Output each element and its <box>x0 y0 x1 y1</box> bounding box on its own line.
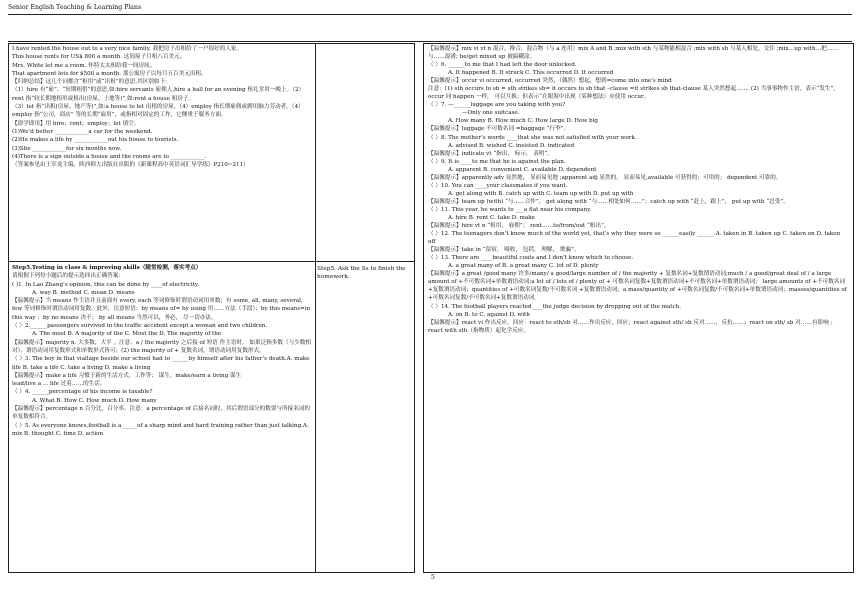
text-line: Mrs. White let me a room. 怀特太太租给我一间房间。 <box>12 62 156 69</box>
page-header: Senior English Teaching & Learning Plans <box>8 4 142 11</box>
question-10: （ ）10. You can ____your classmates if you want. <box>428 182 568 189</box>
text-line: （3）let 指“出租(房屋、地产等)”,如:a house to let 出租的房屋。（4）employ 指长期雇佣或聘用脑力劳动者。（4）employ 指“公司，商店” 等的长期“雇用”，或指相对固定的工作，它侧重于服务方面。 <box>12 104 304 119</box>
tip-6: 【温馨提示】occur vi occurred, occurred 突然，（偶然）想起，想到=come into one's mind <box>428 78 672 85</box>
row-divider <box>314 261 414 262</box>
tip-11: 【温馨提示】hire vt n “租用， 雇佣”； rent……to/from/out “租出”。 <box>428 223 610 230</box>
vocabulary-notes-cell <box>12 45 312 169</box>
tip-14: 【温馨提示】react vi 作出反应，回应：react to sth/sb 对……作出反应，回应；react against sth/ sb 反对……，反抗……；react on sth/ sb 对……有影响 ；react with sth（指物质）起化学反应。 <box>428 319 837 334</box>
question-6: （ ）6. ______to me that I had left the door unlocked. <box>428 62 577 69</box>
question-5: （ ）5. As everyone knows,football is a _____of a sharp mind and hard training rather than just talking.A. mix B. thought C. time D. action <box>12 422 309 437</box>
text-line: （答案参见由王军龙主编，陕西师大出版社出版的《新课程高中英语词汇导学练》P210~211） <box>12 162 249 169</box>
question-4-options: A. What B. How C. How much D. How many <box>32 397 157 404</box>
text-line: This house rents for US$ 800 a month. 这间屋子月租八百美元。 <box>12 54 186 61</box>
question-1: ( )1. In Lao Zhang’s opinion, this can be done by ____of electricity. <box>12 281 200 288</box>
question-3: （ ）3. The boy in that viallage beside our school had to ______by himself after his father’s death.A. make life B. take a life C. take a living D. make a living <box>12 356 310 371</box>
question-11-options: A. hire B. rent C. take D. make <box>448 214 535 221</box>
lesson-plan-table <box>8 43 852 573</box>
question-7-answer: —Only one suitcase. <box>462 110 520 117</box>
question-7-options: A. How many B. How much C. How large D. How big <box>448 118 599 125</box>
tip-10: 【温馨提示】team up (with) “与……合作”， get along with “与……相处如何……”；catch up with “赶上，跟上”， put up with “忍受”。 <box>428 198 789 205</box>
tip-12: 【温馨提示】take in “留宿， 吸收， 包括， 理解， 欺骗”。 <box>428 247 580 254</box>
tip-8: 【温馨提示】indicate vt “指出， 标示， 表明”。 <box>428 150 553 157</box>
text-line: (1)We’d better ____________a car for the weekend. <box>12 128 153 135</box>
question-7: （ ）7. —______luggage are you taking with you? <box>428 102 566 109</box>
step5-title: Step5.Testing in class & improving skills（随堂检测，落实考点） <box>12 265 202 271</box>
text-line: (4)There is a sign outside a house and the rooms are to ____________. <box>12 153 207 160</box>
exercises-column <box>423 43 854 573</box>
tip-5: 【温馨提示】mix vi vt n 混合，搀合，混合物（与 a 连用）mix A and B ;mix with sth 与某物能相混合 ;mix with sb 与某人相处，交往 ;mix…up with…把……与……混淆; be/get mixed up 被搞糊涂。 <box>428 46 839 61</box>
question-13: （ ）13. There are ____beautiful coats and I don’t know which to choose. <box>428 255 634 262</box>
activity-column <box>314 43 415 573</box>
question-2-options: A. The most B. A majority of the C. Most the D. The majority of the <box>32 331 222 338</box>
question-8: （ ）8. The mother’s words ____that she was not satisfied with your work. <box>428 134 637 141</box>
header-rule <box>8 14 852 15</box>
question-4: （ ）4. ______percentage of his income is taxable? <box>12 389 153 396</box>
content-column <box>8 43 316 573</box>
question-13-options: A. a great many of B. a great many C. lot of D. plenty <box>448 263 599 270</box>
header-rule-bottom <box>8 41 852 42</box>
text-line: (3)She ____________for six months now. <box>12 145 122 152</box>
text-line: 请根据下列每小题后的提示选择出正确答案： <box>12 273 124 280</box>
text-line: （1）hire 有“雇”、“短期租借”的意思,如:hire servants 雇佣人,hire a hall for an evening 租礼堂用一晚上。（2）rent 指“较长期地租用或租出(房屋、土地等)”,如:rent a house 租房子。 <box>12 87 305 102</box>
tip-7: 【温馨提示】luggage 不可数名词 =baggage “行李”。 <box>428 126 570 133</box>
tip-3-extra: lead/live a ... life 过着……的生活。 <box>12 381 106 388</box>
exercises-cell <box>428 45 849 335</box>
text-line: I have rented the house out to a very nice family. 我把房子出租给了一户很好的人家。 <box>12 46 243 52</box>
question-8-options: A. advised B. wished C. insisted D. indicated <box>448 142 575 149</box>
question-14: （ ）14. The football players reacted____the judge decision by dropping out of the match. <box>428 303 682 310</box>
question-9: （ ）9. It is ____to me that he is against the plan. <box>428 158 566 165</box>
tip-6-note: 注意：(1) sth occurs to sb = sth strikes sb= it occurs to sb that –clause =it strikes sb that-clause 某人突然想起……. (2) 当事事物作主语，表示“发生”，occur 同 happen 一样， 可以互换；但表示“在眼海中出现（某种想法）应使用 occur。 <box>428 86 840 101</box>
tip-4: 【温馨提示】percentage n 百分比，百分率。注意：a percentage of 后接名词时，其后谓语部分的数要与所接名词的单复数相符合。 <box>12 406 310 421</box>
tip-2: 【温馨提示】majority n. 大多数，大半 。注意：a / the majority 之后接 of 短语 作主语时， 如果泛指多数（与少数相对），谓语动词用复数形式和单数形式皆可；(2) the majority of + 复数名词，谓语动词用复数形式。 <box>12 339 311 354</box>
step5-cell <box>12 264 312 438</box>
question-9-options: A. apparent B. convenient C. available D. dependent <box>448 166 597 173</box>
question-6-options: A. It happened B. It struck C. This occurred D. It occurred <box>448 70 614 77</box>
question-14-options: A. on B. to C. against D. with <box>448 311 530 318</box>
tip-13: 【温馨提示】a great /good many 许多/many/ a good/large number of / the majority + 复数名词+复数谓语动词;much / a good/great deal of / a large amount of +不可数名词+单数谓语动词;a lot of / lots of / plenty of + 可数名词复数+复数谓语动词+不可数名词+单数谓语动词； large amounts of +不可数名词+复数谓语动词；quantities of +可数名词复数/不可数名词 +复数谓语动词；a mass/quantity of +可数名词复数/不可数名词+单数谓语动词；masses/quantities of +可数名词复数/不可数名词+复数谓语动词。 <box>428 271 847 302</box>
tip-1: 【温馨提示】当 means 作主语并且前面有 every, each 等词修饰时谓语动词用单数；有 some, all, many, several, few 等词修饰时谓语动词用复数。此外，注意短语：by means of= by using 用……方法（手段）；by this means=in this way ：by no means 决不； by all means 当然可以，务必， 尽一切办法。 <box>12 298 311 321</box>
page-number: 5 <box>431 574 435 581</box>
tip-3: 【温馨提示】make a life 习惯于新的生活方式。工作等； 谋生。make/earn a living 谋生 <box>12 372 242 379</box>
text-line: That apartment lets for $500 a month. 那公寓房子以每月五百美元出租。 <box>12 70 207 77</box>
question-2: （ ）2.______passengers survived in the traffic accident except a woman and two children. <box>12 323 268 330</box>
text-line: 【即学即用】用 hire；rent；employ；let 填空。 <box>12 120 140 127</box>
question-12: （ ）12. The teenagers don’t know much of the world yet, that’s why they were so ______easily ______.A. taken in B. taken up C. taken on D. taken off <box>428 231 841 246</box>
question-11: （ ）11. This year, he wants to ___a flat near his company. <box>428 206 592 213</box>
text-line: (2)He makes a life by ____________out his house to tourists. <box>12 137 179 144</box>
tip-9: 【温馨提示】apparently adv 显然地， 显而易见地 ;apparent adj 显然的， 显而易见,available 可获得的；可用的； dependent 可靠的。 <box>428 174 782 181</box>
text-line: 【归纳总结】这几个词都含“租用”或“出租”的意思,其区别如下: <box>12 79 167 86</box>
row-divider <box>9 261 315 262</box>
question-1-options: A. way B. method C. mean D. means <box>32 289 135 296</box>
question-10-options: A. get along with B. catch up with C. team up with D. put up with <box>448 190 634 197</box>
homework-instruction: Step5. Ask the Ss to finish the homework. <box>317 266 406 281</box>
